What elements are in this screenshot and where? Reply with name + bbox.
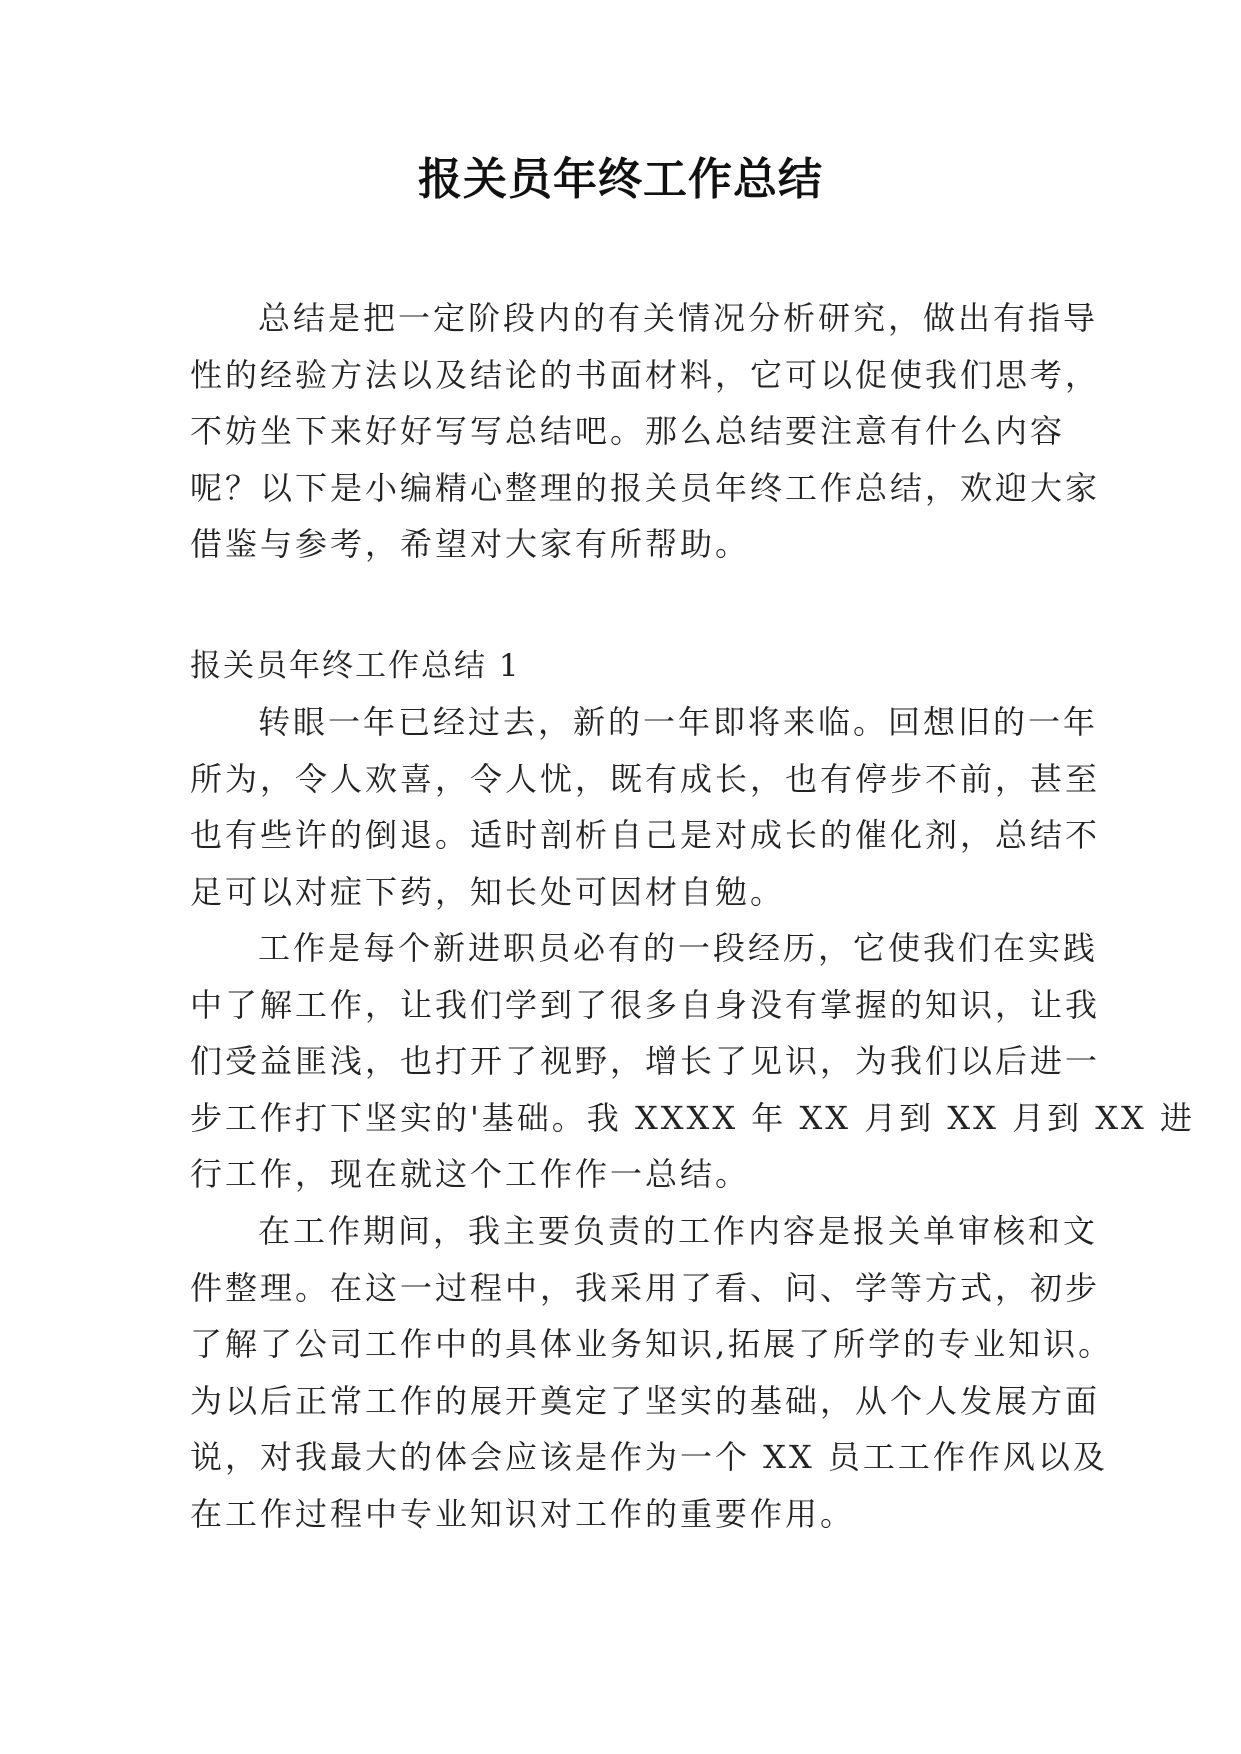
intro-line: 总结是把一定阶段内的有关情况分析研究，做出有指导 [258,299,1099,337]
paragraph-line: 所为，令人欢喜，令人忧，既有成长，也有停步不前，甚至 [190,759,1101,798]
paragraph-line: 也有些许的倒退。适时剖析自己是对成长的催化剂，总结不 [190,816,1101,854]
document-title: 报关员年终工作总结 [418,154,823,205]
paragraph-line: 件整理。在这一过程中，我采用了看、问、学等方式，初步 [190,1268,1101,1307]
intro-line: 呢？以下是小编精心整理的报关员年终工作总结，欢迎大家 [190,468,1101,507]
paragraph-2 [190,920,1195,1203]
paragraph-line: 行工作，现在就这个工作作一总结。 [190,1155,751,1193]
paragraph-line: 步工作打下坚实的'基础。我 XXXX 年 XX 月到 XX 月到 XX 进 [190,1098,1195,1137]
paragraph-1 [190,694,1101,920]
paragraph-line: 在工作过程中专业知识对工作的重要作用。 [190,1494,856,1533]
paragraph-line: 说，对我最大的体会应该是作为一个 XX 员工工作作风以及 [190,1438,1108,1476]
paragraph-line: 中了解工作，让我们学到了很多自身没有掌握的知识，让我 [190,985,1101,1024]
paragraph-line: 了解了公司工作中的具体业务知识,拓展了所学的专业知识。 [190,1325,1114,1363]
paragraph-line: 足可以对症下药，知长处可因材自勉。 [190,872,786,911]
section-heading: 报关员年终工作总结 1 [190,648,521,684]
paragraph-line: 在工作期间，我主要负责的工作内容是报关单审核和文 [258,1212,1099,1250]
intro-line: 性的经验方法以及结论的书面材料，它可以促使我们思考， [190,355,1101,394]
intro-line: 不妨坐下来好好写写总结吧。那么总结要注意有什么内容 [190,412,1066,450]
paragraph-line: 们受益匪浅，也打开了视野，增长了见识，为我们以后进一 [190,1042,1101,1080]
paragraph-3 [190,1203,1114,1542]
intro-paragraph [190,290,1101,573]
paragraph-line: 为以后正常工作的展开奠定了坚实的基础，从个人发展方面 [190,1381,1101,1420]
paragraph-line: 转眼一年已经过去，新的一年即将来临。回想旧的一年 [258,703,1099,741]
paragraph-line: 工作是每个新进职员必有的一段经历，它使我们在实践 [258,929,1099,967]
intro-line: 借鉴与参考，希望对大家有所帮助。 [190,525,751,563]
